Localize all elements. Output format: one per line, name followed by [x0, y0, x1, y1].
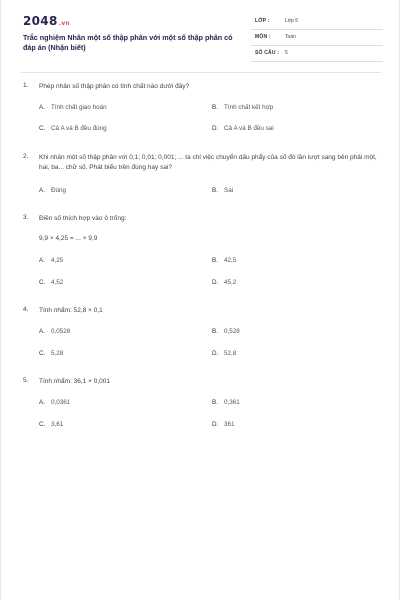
option-letter: C.	[39, 125, 46, 132]
option-b[interactable]	[212, 104, 273, 111]
option-letter: A.	[39, 104, 45, 111]
meta-row-subject	[251, 30, 383, 46]
question-number: 2.	[23, 153, 29, 160]
option-letter: C.	[39, 279, 46, 286]
option-d[interactable]	[212, 421, 235, 428]
meta-value-subject: Toán	[285, 34, 296, 40]
meta-row-count	[251, 46, 383, 62]
option-letter: A.	[39, 328, 45, 335]
option-text: Cả A và B đều đúng	[51, 125, 107, 132]
meta-row-class	[251, 14, 383, 30]
meta-label-class: LỚP :	[255, 18, 270, 24]
meta-value-class: Lớp 5	[285, 18, 299, 24]
logo-main: 2048	[23, 14, 58, 28]
meta-panel	[251, 14, 383, 62]
question-4	[23, 306, 383, 366]
option-letter: D.	[212, 350, 219, 357]
option-text: 0,361	[224, 399, 240, 406]
option-text: Tính chất kết hợp	[224, 104, 274, 111]
site-logo[interactable]	[23, 14, 70, 28]
option-letter: B.	[212, 328, 218, 335]
option-letter: C.	[39, 350, 46, 357]
page-header	[1, 0, 400, 70]
option-text: 5,28	[51, 350, 64, 357]
option-d[interactable]	[212, 125, 274, 132]
option-letter: B.	[212, 257, 218, 264]
option-letter: B.	[212, 399, 218, 406]
option-text: 0,528	[224, 328, 240, 335]
question-text: Tính nhẩm: 36,1 × 0,001	[39, 378, 111, 385]
question-expression: 9,9 × 4,25 = ... × 9,9	[39, 235, 98, 242]
question-1	[23, 82, 383, 142]
option-a[interactable]	[39, 187, 66, 194]
option-c[interactable]	[39, 125, 107, 132]
question-2	[23, 153, 383, 201]
option-letter: D.	[212, 279, 219, 286]
meta-label-count: SỐ CÂU :	[255, 50, 280, 56]
header-divider	[21, 72, 381, 73]
option-letter: A.	[39, 187, 45, 194]
option-c[interactable]	[39, 279, 63, 286]
option-text: Tính chất giao hoán	[51, 104, 107, 111]
option-letter: A.	[39, 399, 45, 406]
question-number: 5.	[23, 377, 29, 384]
option-letter: D.	[212, 125, 219, 132]
option-text: Cả A và B đều sai	[224, 125, 274, 132]
question-5	[23, 377, 383, 437]
logo-suffix: .vn	[58, 20, 70, 27]
page-title: Trắc nghiệm Nhân một số thập phân với một số thập phân có đáp án (Nhận biết)	[23, 33, 233, 52]
option-text: 361	[224, 421, 235, 428]
option-letter: A.	[39, 257, 45, 264]
option-d[interactable]	[212, 279, 236, 286]
question-number: 3.	[23, 214, 29, 221]
option-d[interactable]	[212, 350, 236, 357]
option-text: 4,52	[51, 279, 64, 286]
meta-label-subject: MÔN :	[255, 34, 271, 40]
meta-value-count: 5	[285, 50, 288, 56]
option-a[interactable]	[39, 328, 70, 335]
option-text: Đúng	[51, 187, 67, 194]
option-text: 4,25	[51, 257, 64, 264]
option-b[interactable]	[212, 328, 240, 335]
question-text: Phép nhân số thập phân có tính chất nào dưới đây?	[39, 83, 190, 90]
option-a[interactable]	[39, 257, 63, 264]
option-text: 42,5	[224, 257, 237, 264]
option-text: 3,61	[51, 421, 64, 428]
option-text: 45,2	[224, 279, 237, 286]
question-text: Tính nhẩm: 52,8 × 0,1	[39, 307, 103, 314]
option-b[interactable]	[212, 187, 233, 194]
option-text: 0,0361	[51, 399, 71, 406]
option-letter: D.	[212, 421, 219, 428]
option-text: 52,8	[224, 350, 237, 357]
option-b[interactable]	[212, 399, 240, 406]
question-number: 1.	[23, 82, 29, 89]
question-number: 4.	[23, 306, 29, 313]
option-letter: C.	[39, 421, 46, 428]
option-a[interactable]	[39, 104, 107, 111]
option-c[interactable]	[39, 350, 63, 357]
question-3	[23, 214, 383, 294]
option-letter: B.	[212, 187, 218, 194]
option-text: Sai	[224, 187, 234, 194]
option-text: 0,0528	[51, 328, 71, 335]
option-b[interactable]	[212, 257, 236, 264]
option-letter: B.	[212, 104, 218, 111]
question-text: Khi nhân một số thập phân với 0,1; 0,01; 0,001; ... ta chỉ việc chuyển dấu phẩy của số đó lần lượt sang bên phải một, hai, ba... chữ số. Phát biểu trên đúng hay sai?	[39, 154, 377, 171]
option-c[interactable]	[39, 421, 63, 428]
question-text: Điền số thích hợp vào ô trống:	[39, 215, 127, 222]
option-a[interactable]	[39, 399, 70, 406]
